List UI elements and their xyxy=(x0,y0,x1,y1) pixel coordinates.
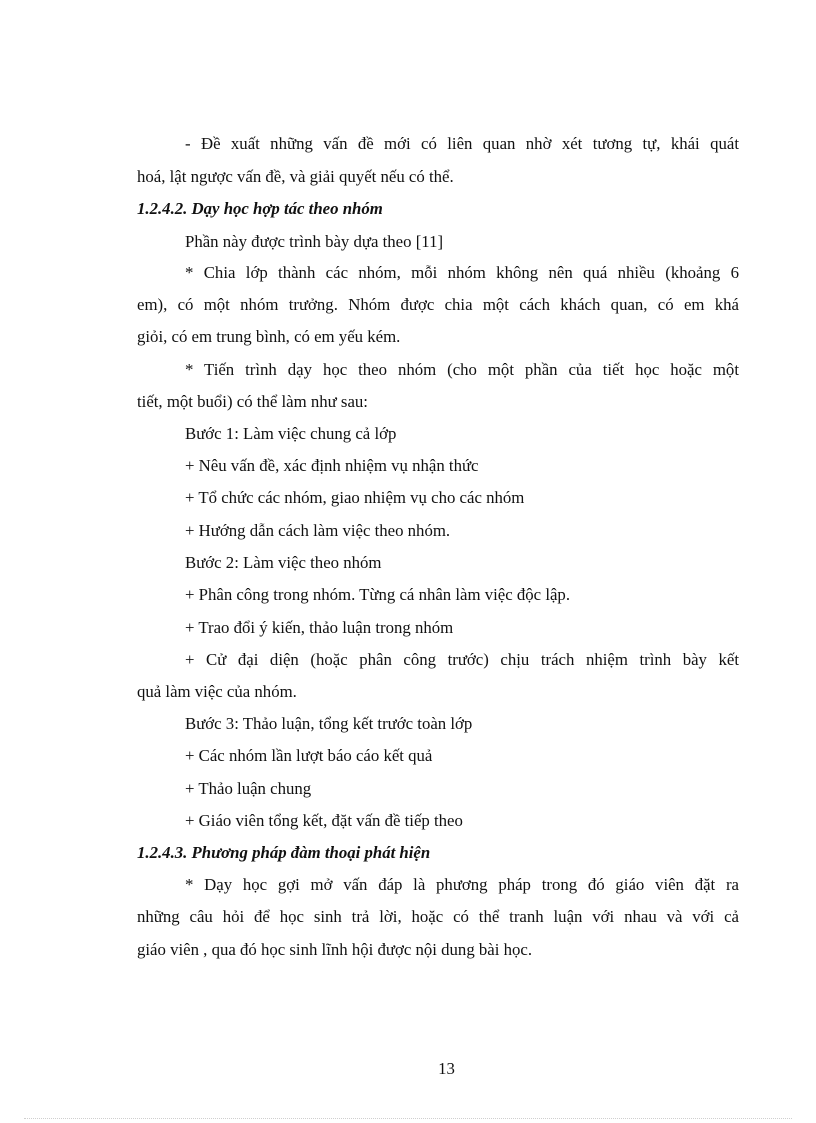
paragraph-line: em), có một nhóm trưởng. Nhóm được chia một cách khách quan, có em khá xyxy=(137,295,739,314)
paragraph-line: Bước 2: Làm việc theo nhóm xyxy=(185,553,382,572)
paragraph-line: + Nêu vấn đề, xác định nhiệm vụ nhận thức xyxy=(185,456,479,475)
paragraph-line: hoá, lật ngược vấn đề, và giải quyết nếu có thể. xyxy=(137,167,454,186)
section-heading: 1.2.4.3. Phương pháp đàm thoại phát hiện xyxy=(137,843,431,862)
paragraph-line: quả làm việc của nhóm. xyxy=(137,682,297,701)
paragraph-line: Bước 3: Thảo luận, tổng kết trước toàn lớp xyxy=(185,714,473,733)
section-heading: 1.2.4.2. Dạy học hợp tác theo nhóm xyxy=(137,199,383,218)
paragraph-line: tiết, một buổi) có thể làm như sau: xyxy=(137,392,368,411)
paragraph-line: + Tổ chức các nhóm, giao nhiệm vụ cho các nhóm xyxy=(185,488,525,507)
page-bottom-divider xyxy=(24,1118,792,1119)
paragraph-line: + Cử đại diện (hoặc phân công trước) chịu trách nhiệm trình bày kết xyxy=(185,650,739,669)
paragraph-line: * Dạy học gợi mở vấn đáp là phương pháp trong đó giáo viên đặt ra xyxy=(185,875,739,894)
paragraph-line: + Hướng dẫn cách làm việc theo nhóm. xyxy=(185,521,451,540)
paragraph-line: Phần này được trình bày dựa theo [11] xyxy=(185,232,444,251)
paragraph-line: + Giáo viên tổng kết, đặt vấn đề tiếp theo xyxy=(185,811,463,830)
paragraph-line: * Chia lớp thành các nhóm, mỗi nhóm không nên quá nhiều (khoảng 6 xyxy=(185,263,739,282)
paragraph-line: * Tiến trình dạy học theo nhóm (cho một phần của tiết học hoặc một xyxy=(185,360,739,379)
paragraph-line: + Phân công trong nhóm. Từng cá nhân làm việc độc lập. xyxy=(185,585,571,604)
paragraph-line: + Các nhóm lần lượt báo cáo kết quả xyxy=(185,746,433,765)
paragraph-line: - Đề xuất những vấn đề mới có liên quan nhờ xét tương tự, khái quát xyxy=(185,134,739,153)
paragraph-line: những câu hỏi để học sinh trả lời, hoặc có thể tranh luận với nhau và với cả xyxy=(137,907,739,926)
paragraph-line: giáo viên , qua đó học sinh lĩnh hội được nội dung bài học. xyxy=(137,940,533,959)
page-number: 13 xyxy=(438,1059,455,1078)
paragraph-line: Bước 1: Làm việc chung cả lớp xyxy=(185,424,397,443)
paragraph-line: + Thảo luận chung xyxy=(185,779,312,798)
paragraph-line: + Trao đổi ý kiến, thảo luận trong nhóm xyxy=(185,618,454,637)
paragraph-line: giỏi, có em trung bình, có em yếu kém. xyxy=(137,327,401,346)
